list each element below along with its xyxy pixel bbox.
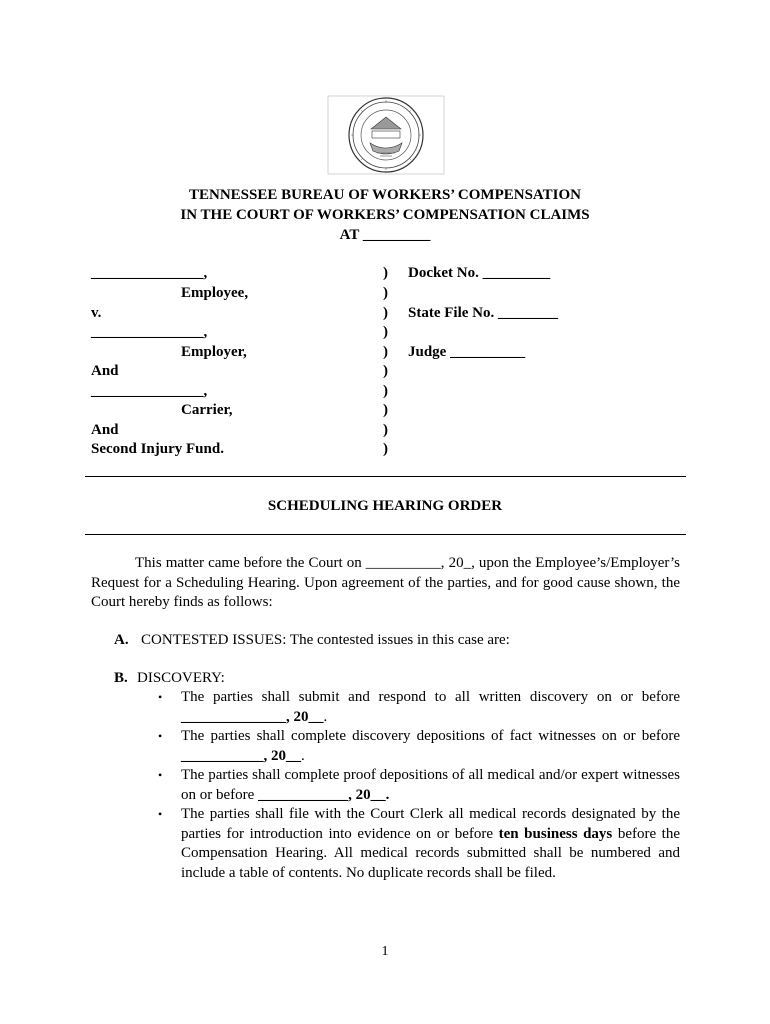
caption-paren: ) <box>383 324 388 340</box>
discovery-item-1-end: . <box>323 708 328 725</box>
section-b-letter: B. <box>114 670 128 686</box>
list-item <box>152 805 680 883</box>
discovery-item-2-date: ___________, 20__ <box>181 747 301 764</box>
header-line-2: IN THE COURT OF WORKERS’ COMPENSATION CLAIMS <box>180 207 590 223</box>
employee-label: Employee, <box>181 285 249 301</box>
intro-paragraph: This matter came before the Court on __________, 20_, upon the Employee’s/Employer’s Request for a Scheduling Hearing. Upon agreement of the parties, and for good cause shown, the Court hereby finds as follows: <box>91 555 680 610</box>
discovery-item-1-date: ______________, 20__ <box>181 708 324 725</box>
page-number: 1 <box>381 944 389 959</box>
list-item <box>152 766 680 805</box>
employer-label: Employer, <box>181 344 247 360</box>
header-line-1: TENNESSEE BUREAU OF WORKERS’ COMPENSATION <box>188 187 581 203</box>
header-line-3: AT _________ <box>339 227 431 243</box>
versus-label: v. <box>91 305 102 321</box>
discovery-item-4-text: The parties shall file with the Court Clerk all medical records designated by the parties for introduction into evidence on or before <box>181 806 680 842</box>
caption-paren: ) <box>383 265 388 281</box>
section-a-text: CONTESTED ISSUES: The contested issues in this case are: <box>141 632 510 648</box>
caption-paren: ) <box>383 383 388 399</box>
divider-bottom <box>85 534 686 535</box>
document-title: SCHEDULING HEARING ORDER <box>267 498 503 514</box>
employer-name-blank: _______________, <box>91 324 208 340</box>
caption-paren: ) <box>383 285 388 301</box>
discovery-item-4-end: before the Compensation Hearing. All medical records submitted shall be numbered and include a table of contents. No duplicate records shall be filed. <box>181 825 680 881</box>
discovery-item-1-text: The parties shall submit and respond to all written discovery on or before <box>181 689 680 705</box>
section-a-letter: A. <box>114 632 129 648</box>
caption-paren: ) <box>383 422 388 438</box>
tennessee-seal-image <box>325 95 447 175</box>
list-item <box>152 688 680 727</box>
bullet-icon: • <box>158 690 163 704</box>
caption-paren: ) <box>383 363 388 379</box>
carrier-name-blank: _______________, <box>91 383 208 399</box>
judge-field: Judge __________ <box>408 344 526 360</box>
caption-paren: ) <box>383 441 388 457</box>
state-file-number-field: State File No. ________ <box>408 305 558 321</box>
bullet-icon: • <box>158 807 163 821</box>
docket-number-field: Docket No. _________ <box>408 265 551 281</box>
employee-name-blank: _______________, <box>91 265 208 281</box>
second-injury-fund-label: Second Injury Fund. <box>91 441 224 457</box>
caption-paren: ) <box>383 344 388 360</box>
discovery-item-3-date: ____________, 20__. <box>258 786 390 803</box>
section-b-text: DISCOVERY: <box>137 670 225 686</box>
bullet-icon: • <box>158 768 163 782</box>
divider-top <box>85 476 686 477</box>
list-item <box>152 727 680 766</box>
discovery-item-2-end: . <box>301 747 305 764</box>
caption-paren: ) <box>383 402 388 418</box>
and-label-2: And <box>91 422 119 438</box>
discovery-list <box>152 688 680 883</box>
caption-paren: ) <box>383 305 388 321</box>
carrier-label: Carrier, <box>181 402 233 418</box>
discovery-item-2-text: The parties shall complete discovery depositions of fact witnesses on or before <box>181 728 680 744</box>
discovery-item-3-text: The parties shall complete proof depositions of all medical and/or expert witnesses on or before <box>181 767 680 803</box>
bullet-icon: • <box>158 729 163 743</box>
and-label-1: And <box>91 363 119 379</box>
discovery-item-4-bold: ten business days <box>498 825 613 842</box>
